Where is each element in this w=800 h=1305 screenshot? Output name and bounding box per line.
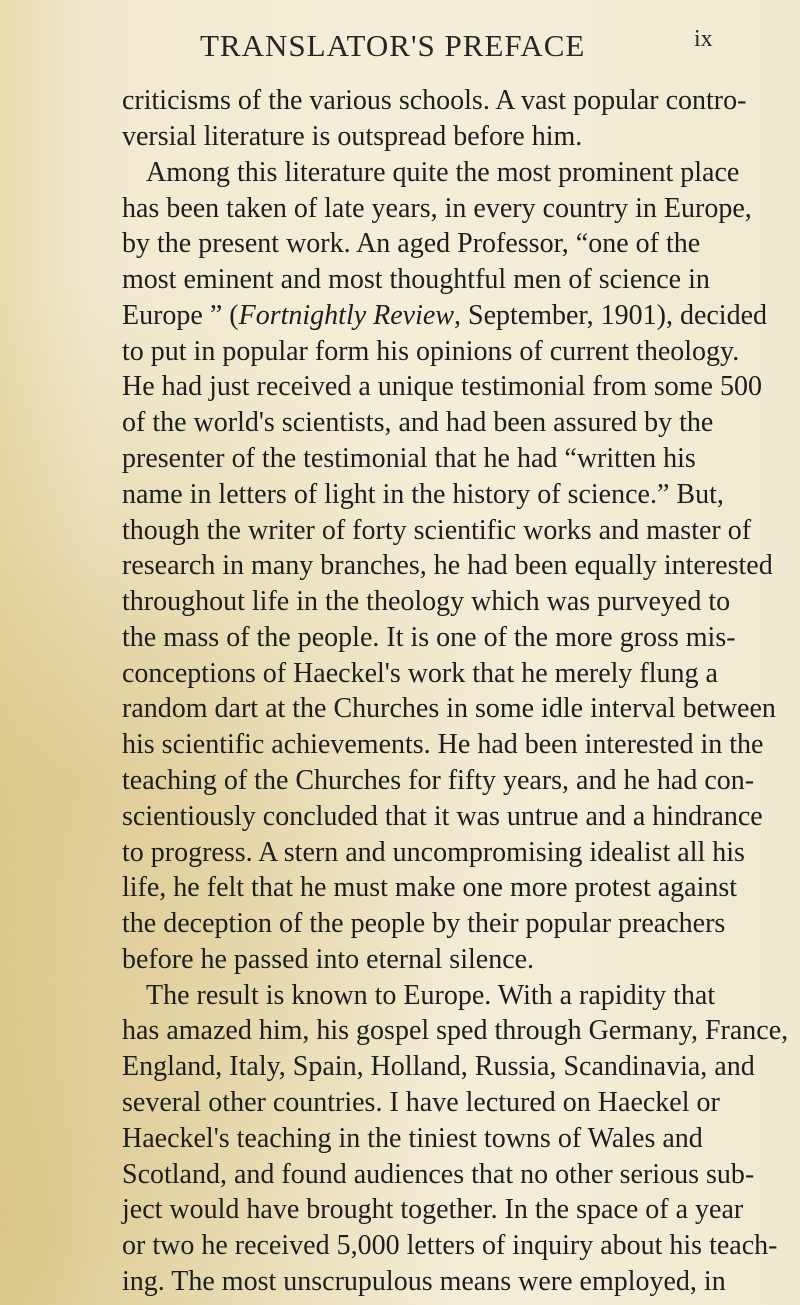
text-line: ing. The most unscrupulous means were employed, in	[122, 1266, 726, 1297]
text-line: research in many branches, he had been equally interested	[122, 550, 773, 581]
running-title: TRANSLATOR'S PREFACE	[200, 28, 586, 63]
text-line: ject would have brought together. In the space of a year	[122, 1194, 744, 1225]
text-line: several other countries. I have lectured on Haeckel or	[122, 1087, 720, 1118]
text-line: versial literature is outspread before him.	[122, 121, 583, 152]
page-header	[0, 28, 800, 72]
text-line: by the present work. An aged Professor, “one of the	[122, 228, 701, 259]
text-line: most eminent and most thoughtful men of science in	[122, 264, 710, 295]
text-line: random dart at the Churches in some idle interval between	[122, 693, 776, 724]
text-line: teaching of the Churches for fifty years, and he had con-	[122, 765, 755, 796]
line-part: Europe ” (Fortnightly Review, September, 1901), decided	[122, 300, 768, 331]
text-line: Among this literature quite the most prominent place	[146, 157, 740, 188]
text-line: the deception of the people by their popular preachers	[122, 908, 726, 939]
text-line: though the writer of forty scientific works and master of	[122, 515, 752, 546]
page-number: ix	[694, 26, 713, 52]
text-line: has been taken of late years, in every country in Europe,	[122, 193, 752, 224]
text-line: presenter of the testimonial that he had “written his	[122, 443, 696, 474]
text-line: before he passed into eternal silence.	[122, 944, 535, 975]
text-line: his scientific achievements. He had been interested in the	[122, 729, 764, 760]
text-line: or two he received 5,000 letters of inquiry about his teach-	[122, 1230, 778, 1261]
text-line: name in letters of light in the history of science.” But,	[122, 479, 724, 510]
text-line: the mass of the people. It is one of the more gross mis-	[122, 622, 736, 653]
text-line: throughout life in the theology which was purveyed to	[122, 586, 731, 617]
text-line: to put in popular form his opinions of current theology.	[122, 336, 740, 367]
text-line: conceptions of Haeckel's work that he merely flung a	[122, 658, 718, 689]
periodical-title: Fortnightly Review	[238, 300, 454, 331]
text-line: life, he felt that he must make one more protest against	[122, 872, 738, 903]
text-line: Scotland, and found audiences that no other serious sub-	[122, 1159, 755, 1190]
text-line: Haeckel's teaching in the tiniest towns of Wales and	[122, 1123, 703, 1154]
text-line: to progress. A stern and uncompromising idealist all his	[122, 837, 745, 868]
text-line: The result is known to Europe. With a rapidity that	[146, 980, 716, 1011]
text-line: has amazed him, his gospel sped through Germany, France,	[122, 1015, 789, 1046]
text-line: England, Italy, Spain, Holland, Russia, Scandinavia, and	[122, 1051, 755, 1082]
text-line: of the world's scientists, and had been assured by the	[122, 407, 714, 438]
text-line	[122, 301, 767, 331]
text-line: criticisms of the various schools. A vast popular contro-	[122, 85, 747, 116]
text-line: scientiously concluded that it was untrue and a hindrance	[122, 801, 763, 832]
text-line: He had just received a unique testimonial from some 500	[122, 371, 762, 402]
